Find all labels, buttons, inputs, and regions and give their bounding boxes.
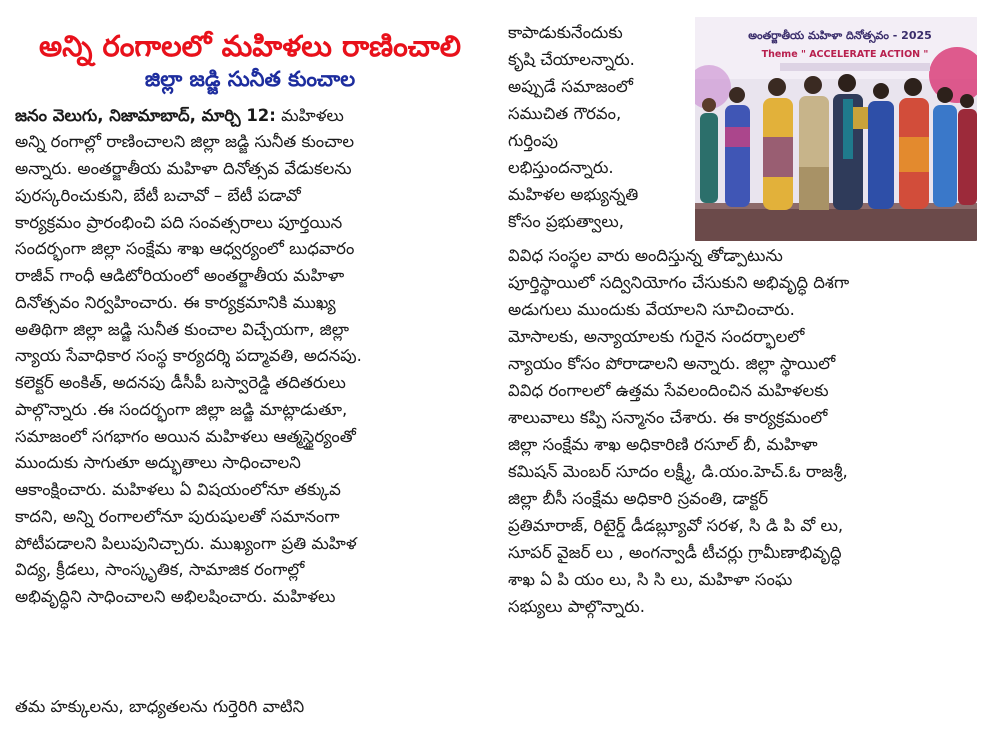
article-line: ముందుకు సాగుతూ అద్భుతాలు సాధించాలని <box>15 453 301 472</box>
article-line: ప్రతిమారాజ్, రిటైర్డ్ డీడబ్ల్యూవో సరళ, సి డి పి వో లు, <box>508 516 844 535</box>
photo-banner-theme: Theme " ACCELERATE ACTION " <box>761 49 929 60</box>
article-line: వివిధ రంగాలలో ఉత్తమ సేవలందించిన మహిళలకు <box>508 381 829 400</box>
article-line: కమిషన్ మెంబర్ సూదం లక్ష్మీ, డి.యం.హెచ్.ఓ రాజశ్రీ, <box>508 462 848 481</box>
article-line: వివిధ సంస్థల వారు అందిస్తున్న తోడ్పాటును <box>508 246 783 265</box>
article-line: కాదని, అన్ని రంగాలలోనూ పురుషులతో సమానంగా <box>15 507 340 526</box>
article-line: అప్పుడే సమాజంలో <box>508 77 634 96</box>
event-photo <box>695 17 977 241</box>
article-line: ఆకాంక్షించారు. మహిళలు ఏ విషయంలోనూ తక్కువ <box>15 480 341 499</box>
article-line: కలెక్టర్ అంకిత్, అదనపు డీసీపీ బస్వారెడ్డి తదితరులు <box>15 373 346 392</box>
article-line: సమాజంలో సగభాగం అయిన మహిళలు ఆత్మస్థైర్యంతో <box>15 427 356 446</box>
article-line: కాపాడుకునేందుకు <box>508 23 623 42</box>
dateline: జనం వెలుగు, నిజామాబాద్, మార్చి 12: <box>15 106 276 125</box>
photo-banner-title: అంతర్జాతీయ మహిళా దినోత్సవం - 2025 <box>748 29 932 42</box>
article-line: జిల్లా బీసీ సంక్షేమ అధికారి స్రవంతి, డాక్టర్ <box>508 489 768 508</box>
article-line: అభివృద్ధిని సాధించాలని అభిలషించారు. మహిళలు <box>15 587 336 606</box>
article-line: పోటీపడాలని పిలుపునిచ్చారు. ముఖ్యంగా ప్రతి మహిళ <box>15 534 357 553</box>
article-line: అతిథిగా జిల్లా జడ్జి సునీత కుంచాల విచ్చేయగా, జిల్లా <box>15 320 349 339</box>
article-line: సూపర్ వైజర్ లు , అంగన్వాడీ టీచర్లు గ్రామీణాభివృద్ధి <box>508 543 842 562</box>
article-line: పురస్కరించుకుని, బేటీ బచావో – బేటీ పడావో <box>15 186 301 205</box>
article-line: సభ్యులు పాల్గొన్నారు. <box>508 597 645 616</box>
article-line: కోసం ప్రభుత్వాలు, <box>508 212 624 231</box>
article-line: సందర్భంగా జిల్లా సంక్షేమ శాఖ ఆధ్వర్యంలో బుధవారం <box>15 239 355 258</box>
article-line: అడుగులు ముందుకు వేయాలని సూచించారు. <box>508 300 795 319</box>
article-line: రాజీవ్ గాంధీ ఆడిటోరియంలో అంతర్జాతీయ మహిళా <box>15 266 345 285</box>
article-line: శాఖ ఏ పి యం లు, సి సి లు, మహిళా సంఘ <box>508 570 793 589</box>
article-line: మోసాలకు, అన్యాయాలకు గురైన సందర్భాలలో <box>508 327 805 346</box>
article-line: పూర్తిస్థాయిలో సద్వినియోగం చేసుకుని అభివృద్ధి దిశగా <box>508 273 850 292</box>
article-line <box>15 103 344 129</box>
article-line: గుర్తింపు <box>508 131 558 150</box>
article-line: న్యాయ సేవాధికార సంస్థ కార్యదర్శి పద్మావతి, అదనపు. <box>15 346 362 365</box>
article-line: తమ హక్కులను, బాధ్యతలను గుర్తెరిగి వాటిని <box>15 697 305 716</box>
article-line: జిల్లా సంక్షేమ శాఖ అధికారిణి రసూల్ బీ, మహిళా <box>508 435 818 454</box>
article-line: పాల్గొన్నారు .ఈ సందర్భంగా జిల్లా జడ్జి మాట్లాడుతూ, <box>15 400 348 419</box>
article-line: శాలువాలు కప్పి సన్మానం చేశారు. ఈ కార్యక్రమంలో <box>508 408 828 427</box>
article-line: లభిస్తుందన్నారు. <box>508 158 614 177</box>
subheadline: జిల్లా జడ్జి సునీత కుంచాల <box>144 67 356 91</box>
article-line: దినోత్సవం నిర్వహించారు. ఈ కార్యక్రమానికి ముఖ్య <box>15 293 336 312</box>
article-line: మహిళల అభ్యున్నతి <box>508 185 639 204</box>
article-line: కృషి చేయాలన్నారు. <box>508 50 635 69</box>
article-line: అన్నారు. అంతర్జాతీయ మహిళా దినోత్సవ వేడుకలను <box>15 159 352 178</box>
article-line: విద్య, క్రీడలు, సాంస్కృతిక, సామాజిక రంగాల్లో <box>15 560 305 579</box>
article-line: కార్యక్రమం ప్రారంభించి పది సంవత్సరాలు పూర్తయిన <box>15 213 343 232</box>
article-line: సముచిత గౌరవం, <box>508 104 622 123</box>
article-line: అన్ని రంగాల్లో రాణించాలని జిల్లా జడ్జి సునీత కుంచాల <box>15 132 355 151</box>
article-line: న్యాయం కోసం పోరాడాలని అన్నారు. జిల్లా స్థాయిలో <box>508 354 836 373</box>
article-line-text: మహిళలు <box>281 106 344 125</box>
headline: అన్ని రంగాలలో మహిళలు రాణించాలి <box>38 29 462 63</box>
